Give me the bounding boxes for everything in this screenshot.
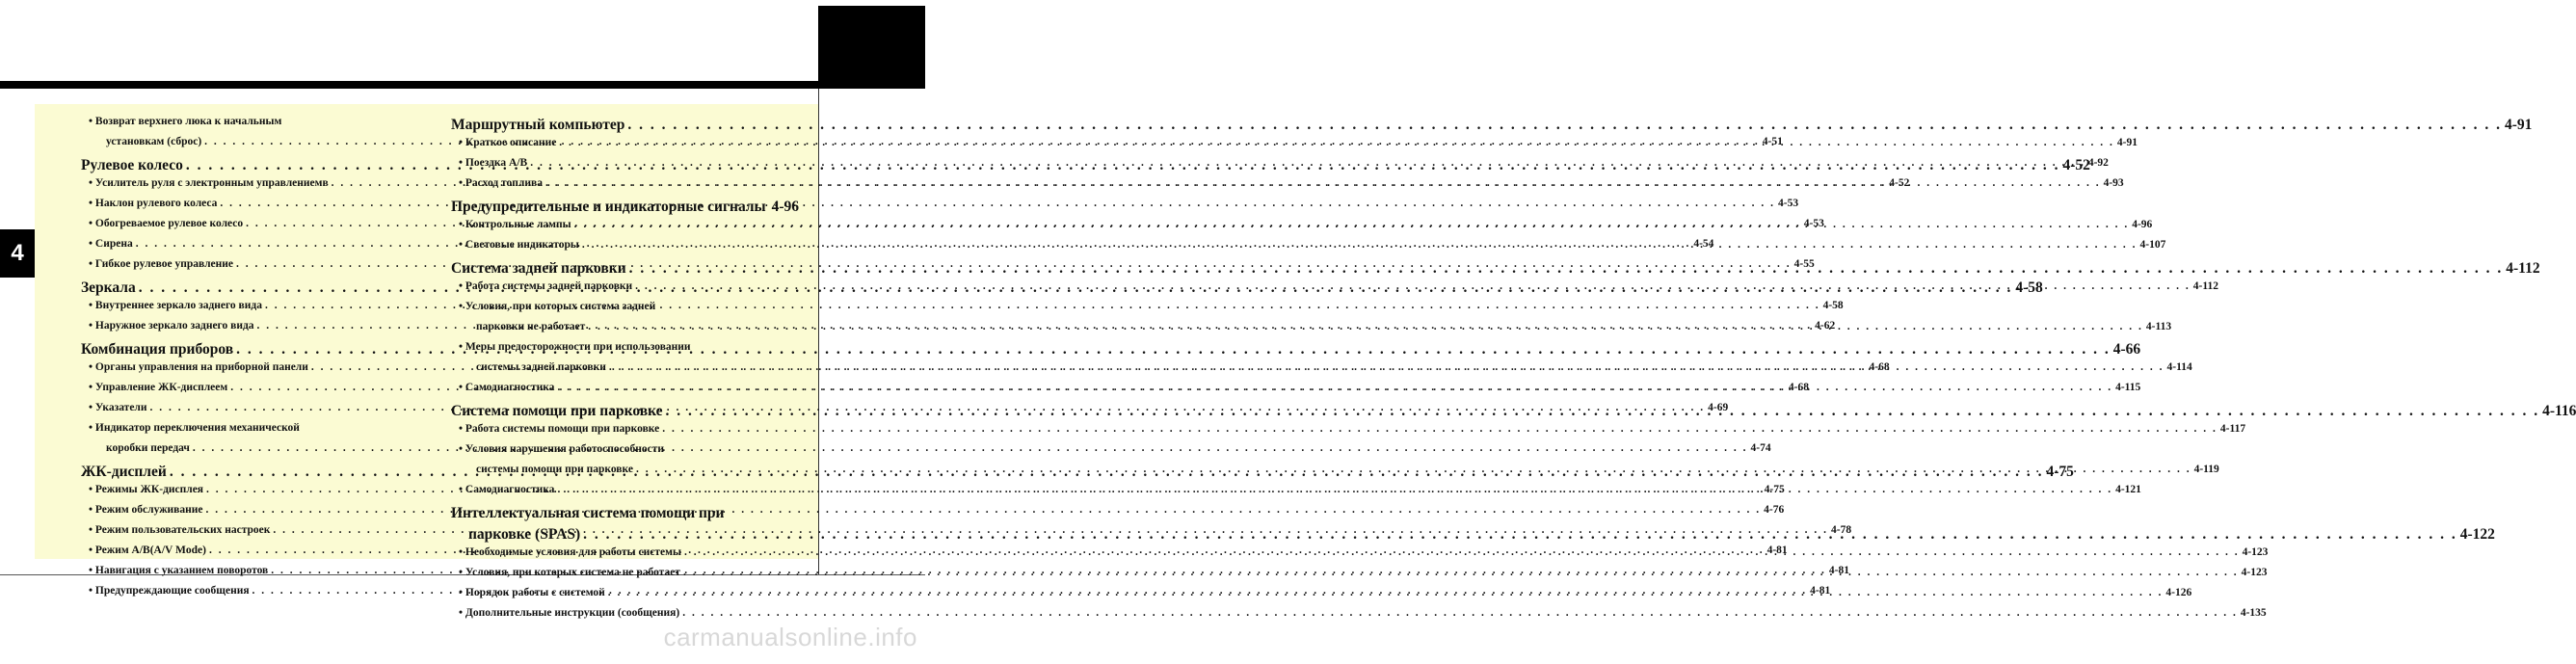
dot-leader (545, 177, 2101, 189)
toc-section-line: Интеллектуальная система помощи при (451, 505, 725, 521)
entry-label: системы помощи при парковке (476, 464, 633, 475)
dot-leader (662, 423, 2217, 435)
page-number: 4-93 (2103, 177, 2124, 189)
header-rule (0, 81, 818, 89)
page-number: 4-122 (2459, 526, 2495, 543)
page-number: 4-78 (1831, 524, 1852, 536)
page-number: 4-66 (2112, 341, 2141, 358)
entry-label: системы задней парковки (476, 361, 606, 373)
toc-section[interactable] (451, 117, 2533, 137)
page-number: 4-107 (2139, 239, 2166, 251)
entry-label: Рулевое колесо (81, 157, 183, 173)
entry-label: • Наклон рулевого колеса (89, 198, 218, 209)
entry-label: • Расход топлива (459, 177, 543, 189)
entry-label: Маршрутный компьютер (451, 117, 625, 133)
entry-label: • Гибкое рулевое управление (89, 258, 233, 270)
dot-leader (683, 567, 2239, 578)
dot-leader (609, 361, 2164, 373)
page-number: 4-126 (2165, 587, 2192, 598)
entry-label: • Режим обслуживание (89, 504, 203, 516)
page-number: 4-69 (1708, 402, 1729, 413)
entry-label: • Дополнительные инструкции (сообщения) (459, 607, 680, 619)
dot-leader (629, 260, 2504, 278)
page-number: 4-96 (2132, 219, 2153, 230)
page-number: 4-58 (2015, 279, 2043, 296)
page-number: 4-75 (1764, 484, 1785, 495)
dot-leader (684, 546, 2240, 558)
toc-subitem-line: • Возврат верхнего люка к начальным (89, 116, 282, 127)
page-number: 4-81 (1828, 565, 1849, 576)
entry-label: парковке (SPAS) (468, 526, 581, 543)
page-number: 4-53 (1778, 198, 1799, 209)
page-number: 4-112 (2506, 260, 2540, 277)
watermark: carmanualsonline.info (663, 623, 917, 651)
toc-subitem-line: • Индикатор переключения механической (89, 422, 300, 434)
page-number: 4-91 (2116, 137, 2138, 148)
page-number: 4-114 (2166, 361, 2192, 373)
page-number: 4-117 (2219, 423, 2246, 435)
entry-label: Система задней парковки (451, 260, 626, 277)
dot-leader (574, 219, 2130, 230)
dot-leader (559, 137, 2114, 148)
entry-label: • Условия, при которых система не работает (459, 567, 680, 578)
dot-leader (682, 607, 2238, 619)
page-number: 4-96 (771, 199, 800, 215)
dot-leader (206, 504, 1762, 516)
page-number: 4-123 (2242, 546, 2269, 558)
entry-label: • Предупреждающие сообщения (89, 585, 250, 597)
entry-label: Комбинация приборов (81, 341, 234, 358)
dot-leader (530, 157, 2085, 169)
dot-leader (627, 117, 2502, 134)
entry-label: • Сирена (89, 238, 133, 250)
page-number: 4-92 (2087, 157, 2109, 169)
dot-leader (583, 526, 2457, 544)
page-number: 4-58 (1822, 300, 1844, 311)
dot-leader (666, 403, 2540, 420)
entry-label: • Внутреннее зеркало заднего вида (89, 300, 262, 311)
page-number: 4-51 (1762, 136, 1783, 147)
entry-label: • Органы управления на приборной панели (89, 361, 308, 373)
corner-block (818, 6, 925, 89)
entry-label: • Наружное зеркало заднего вида (89, 320, 254, 332)
entry-label: • Обогреваемое рулевое колесо (89, 218, 244, 229)
entry-label: парковки не работает (476, 321, 586, 332)
entry-label: • Порядок работы с системой (459, 587, 605, 598)
page-number: 4-62 (1815, 320, 1836, 332)
entry-label: • Самодиагностика (459, 484, 555, 495)
entry-label: установкам (сброс) (106, 136, 202, 147)
entry-label: Предупредительные и индикаторные сигналы (451, 199, 766, 215)
entry-label: • Краткое описание (459, 137, 557, 148)
page-number: 4-52 (1889, 177, 1910, 189)
page-number: 4-75 (2046, 464, 2074, 480)
page-number: 4-113 (2145, 321, 2172, 332)
entry-label: Система помощи при парковке (451, 403, 663, 419)
page-number: 4-81 (1766, 544, 1788, 556)
entry-label: • Режим A/B(A/V Mode) (89, 544, 206, 556)
entry-label: • Режимы ЖК-дисплея (89, 484, 204, 495)
page-number: 4-112 (2192, 280, 2218, 292)
entry-label: • Самодиагностика (459, 382, 555, 393)
entry-label: • Усилитель руля с электронным управлениемв (89, 177, 329, 189)
entry-label: ЖК-дисплей (81, 464, 167, 480)
toc-subitem[interactable] (451, 423, 2246, 443)
page-number: 4-81 (1810, 585, 1831, 597)
page-number: 4-76 (1764, 504, 1785, 516)
page-number: 4-121 (2115, 484, 2141, 495)
entry-label: • Работа системы задней парковки (459, 280, 633, 292)
dot-leader (608, 587, 2164, 598)
entry-label: • Световые индикаторы (459, 239, 579, 251)
entry-label: Зеркала (81, 279, 136, 296)
toc-section[interactable] (451, 199, 800, 219)
chapter-tab[interactable]: 4 (0, 229, 35, 278)
page-number: 4-135 (2240, 607, 2267, 619)
entry-label: • Необходимые условия для работы системы (459, 546, 681, 558)
page-number: 4-68 (1869, 361, 1890, 373)
page-number: 4-52 (2062, 157, 2090, 173)
toc-subitem-line: • Условия, при которых система задней (459, 301, 656, 312)
dot-leader (588, 321, 2143, 332)
dot-leader (557, 484, 2112, 495)
page-number: 4-68 (1788, 382, 1809, 393)
entry-label: • Работа системы помощи при парковке (459, 423, 660, 435)
entry-label: • Поездка А/В (459, 157, 528, 169)
dot-leader (582, 239, 2138, 251)
page-number: 4-91 (2504, 117, 2533, 133)
dot-leader (635, 280, 2191, 292)
dot-leader (193, 442, 1748, 454)
page-number: 4-53 (1803, 218, 1824, 229)
page-number: 4-115 (2115, 382, 2141, 393)
toc-subitem-line: • Условия нарушения работоспособности (459, 443, 665, 455)
page-number: 4-54 (1693, 238, 1714, 250)
dot-leader (636, 464, 2191, 475)
toc-subitem-line: • Меры предосторожности при использовании (459, 341, 691, 353)
entry-label: • Указатели (89, 402, 147, 413)
dot-leader (557, 382, 2112, 393)
toc-subitem[interactable] (451, 607, 2267, 627)
page-number: 4-74 (1750, 442, 1771, 454)
entry-label: коробки передач (106, 442, 190, 454)
page-number: 4-123 (2241, 567, 2268, 578)
page-number: 4-55 (1793, 258, 1815, 270)
page-number: 4-119 (2193, 464, 2219, 475)
entry-label: • Управление ЖК-дисплеем (89, 382, 228, 393)
page-number: 4-116 (2542, 403, 2576, 419)
entry-label: • Навигация с указанием поворотов (89, 565, 269, 576)
entry-label: • Контрольные лампы (459, 219, 571, 230)
entry-label: • Режим пользовательских настроек (89, 524, 271, 536)
